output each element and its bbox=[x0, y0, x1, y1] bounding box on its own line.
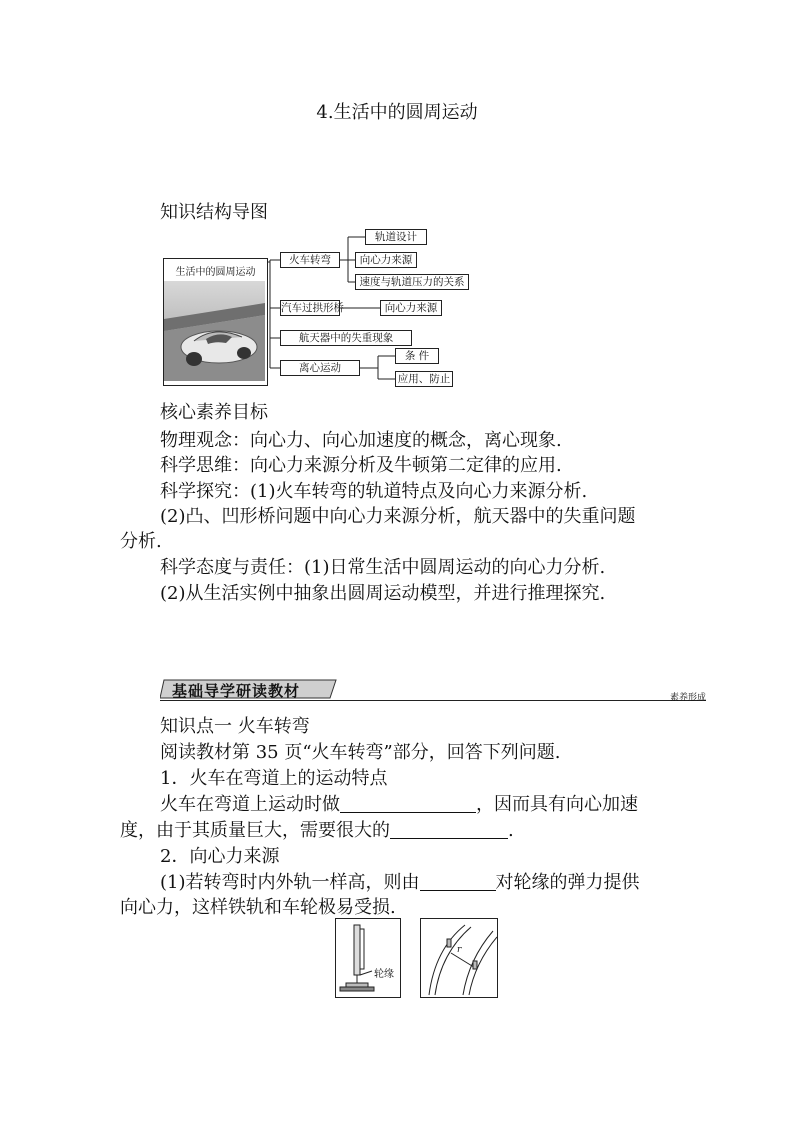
goals-heading: 核心素养目标 bbox=[160, 402, 268, 423]
goal-line: 物理观念：向心力、向心加速度的概念，离心现象. bbox=[160, 430, 562, 451]
branch-car-bridge: 汽车过拱形桥 bbox=[281, 302, 344, 314]
subheading-motion: 1．火车在弯道上的运动特点 bbox=[160, 768, 388, 789]
question-2-text: (1)若转弯时内外轨一样高，则由 bbox=[160, 872, 420, 893]
question-2-line-2: 向心力，这样铁轨和车轮极易受损. bbox=[120, 897, 396, 918]
knowledge-point-title: 知识点一 火车转弯 bbox=[160, 716, 310, 737]
question-1-text: ，因而具有向心加速 bbox=[476, 794, 638, 815]
branch-spacecraft: 航天器中的失重现象 bbox=[280, 330, 412, 346]
leaf-bridge-force-source: 向心力来源 bbox=[380, 300, 442, 316]
curved-track-figure bbox=[420, 918, 498, 998]
curved-track-drawing bbox=[421, 919, 497, 997]
answer-blank[interactable] bbox=[340, 794, 476, 813]
section-heading: 知识结构导图 bbox=[160, 202, 268, 223]
goal-line: (2)从生活实例中抽象出圆周运动模型，并进行推理探究. bbox=[160, 583, 606, 604]
answer-blank[interactable] bbox=[420, 872, 496, 891]
question-2-text: 对轮缘的弹力提供 bbox=[495, 872, 640, 893]
wheel-flange-drawing bbox=[336, 919, 400, 997]
goal-line: 科学态度与责任：(1)日常生活中圆周运动的向心力分析. bbox=[160, 557, 606, 578]
leaf-track-design: 轨道设计 bbox=[365, 229, 427, 245]
goal-line: 科学思维：向心力来源分析及牛顿第二定律的应用. bbox=[160, 455, 562, 476]
goal-line: 科学探究：(1)火车转弯的轨道特点及向心力来源分析. bbox=[160, 481, 588, 502]
section-banner-tag: 素养形成 bbox=[669, 693, 706, 703]
sports-car-photo bbox=[164, 281, 265, 381]
mind-map-root bbox=[163, 258, 268, 386]
label-radius: r bbox=[457, 945, 462, 955]
mind-map-root-label: 生活中的圆周运动 bbox=[175, 267, 256, 278]
branch-train-turn: 火车转弯 bbox=[280, 252, 340, 268]
section-banner-title: 基础导学研读教材 bbox=[172, 682, 301, 700]
page-title: 4.生活中的圆周运动 bbox=[316, 102, 478, 123]
question-1-line-1 bbox=[160, 790, 638, 816]
goal-line: 分析. bbox=[120, 531, 162, 552]
subheading-force-source: 2．向心力来源 bbox=[160, 846, 280, 867]
leaf-application: 应用、防止 bbox=[395, 371, 453, 387]
question-1-text: 度，由于其质量巨大，需要很大的 bbox=[120, 820, 390, 841]
goal-line: (2)凸、凹形桥问题中向心力来源分析，航天器中的失重问题 bbox=[160, 506, 636, 527]
wheel-flange-figure bbox=[335, 918, 401, 998]
answer-blank[interactable] bbox=[390, 820, 508, 839]
leaf-train-force-source: 向心力来源 bbox=[355, 252, 417, 268]
banner-divider bbox=[160, 700, 706, 701]
branch-centrifugal: 离心运动 bbox=[280, 360, 360, 376]
reading-instruction: 阅读教材第 35 页“火车转弯”部分，回答下列问题. bbox=[160, 742, 561, 763]
label-wheel-flange: 轮缘 bbox=[374, 969, 394, 980]
question-1-line-2 bbox=[120, 816, 514, 842]
question-1-text: 火车在弯道上运动时做 bbox=[160, 794, 340, 815]
question-1-text: . bbox=[508, 820, 514, 841]
question-2-line-1 bbox=[160, 868, 640, 894]
leaf-conditions: 条 件 bbox=[395, 348, 439, 364]
leaf-speed-pressure: 速度与轨道压力的关系 bbox=[355, 274, 469, 290]
